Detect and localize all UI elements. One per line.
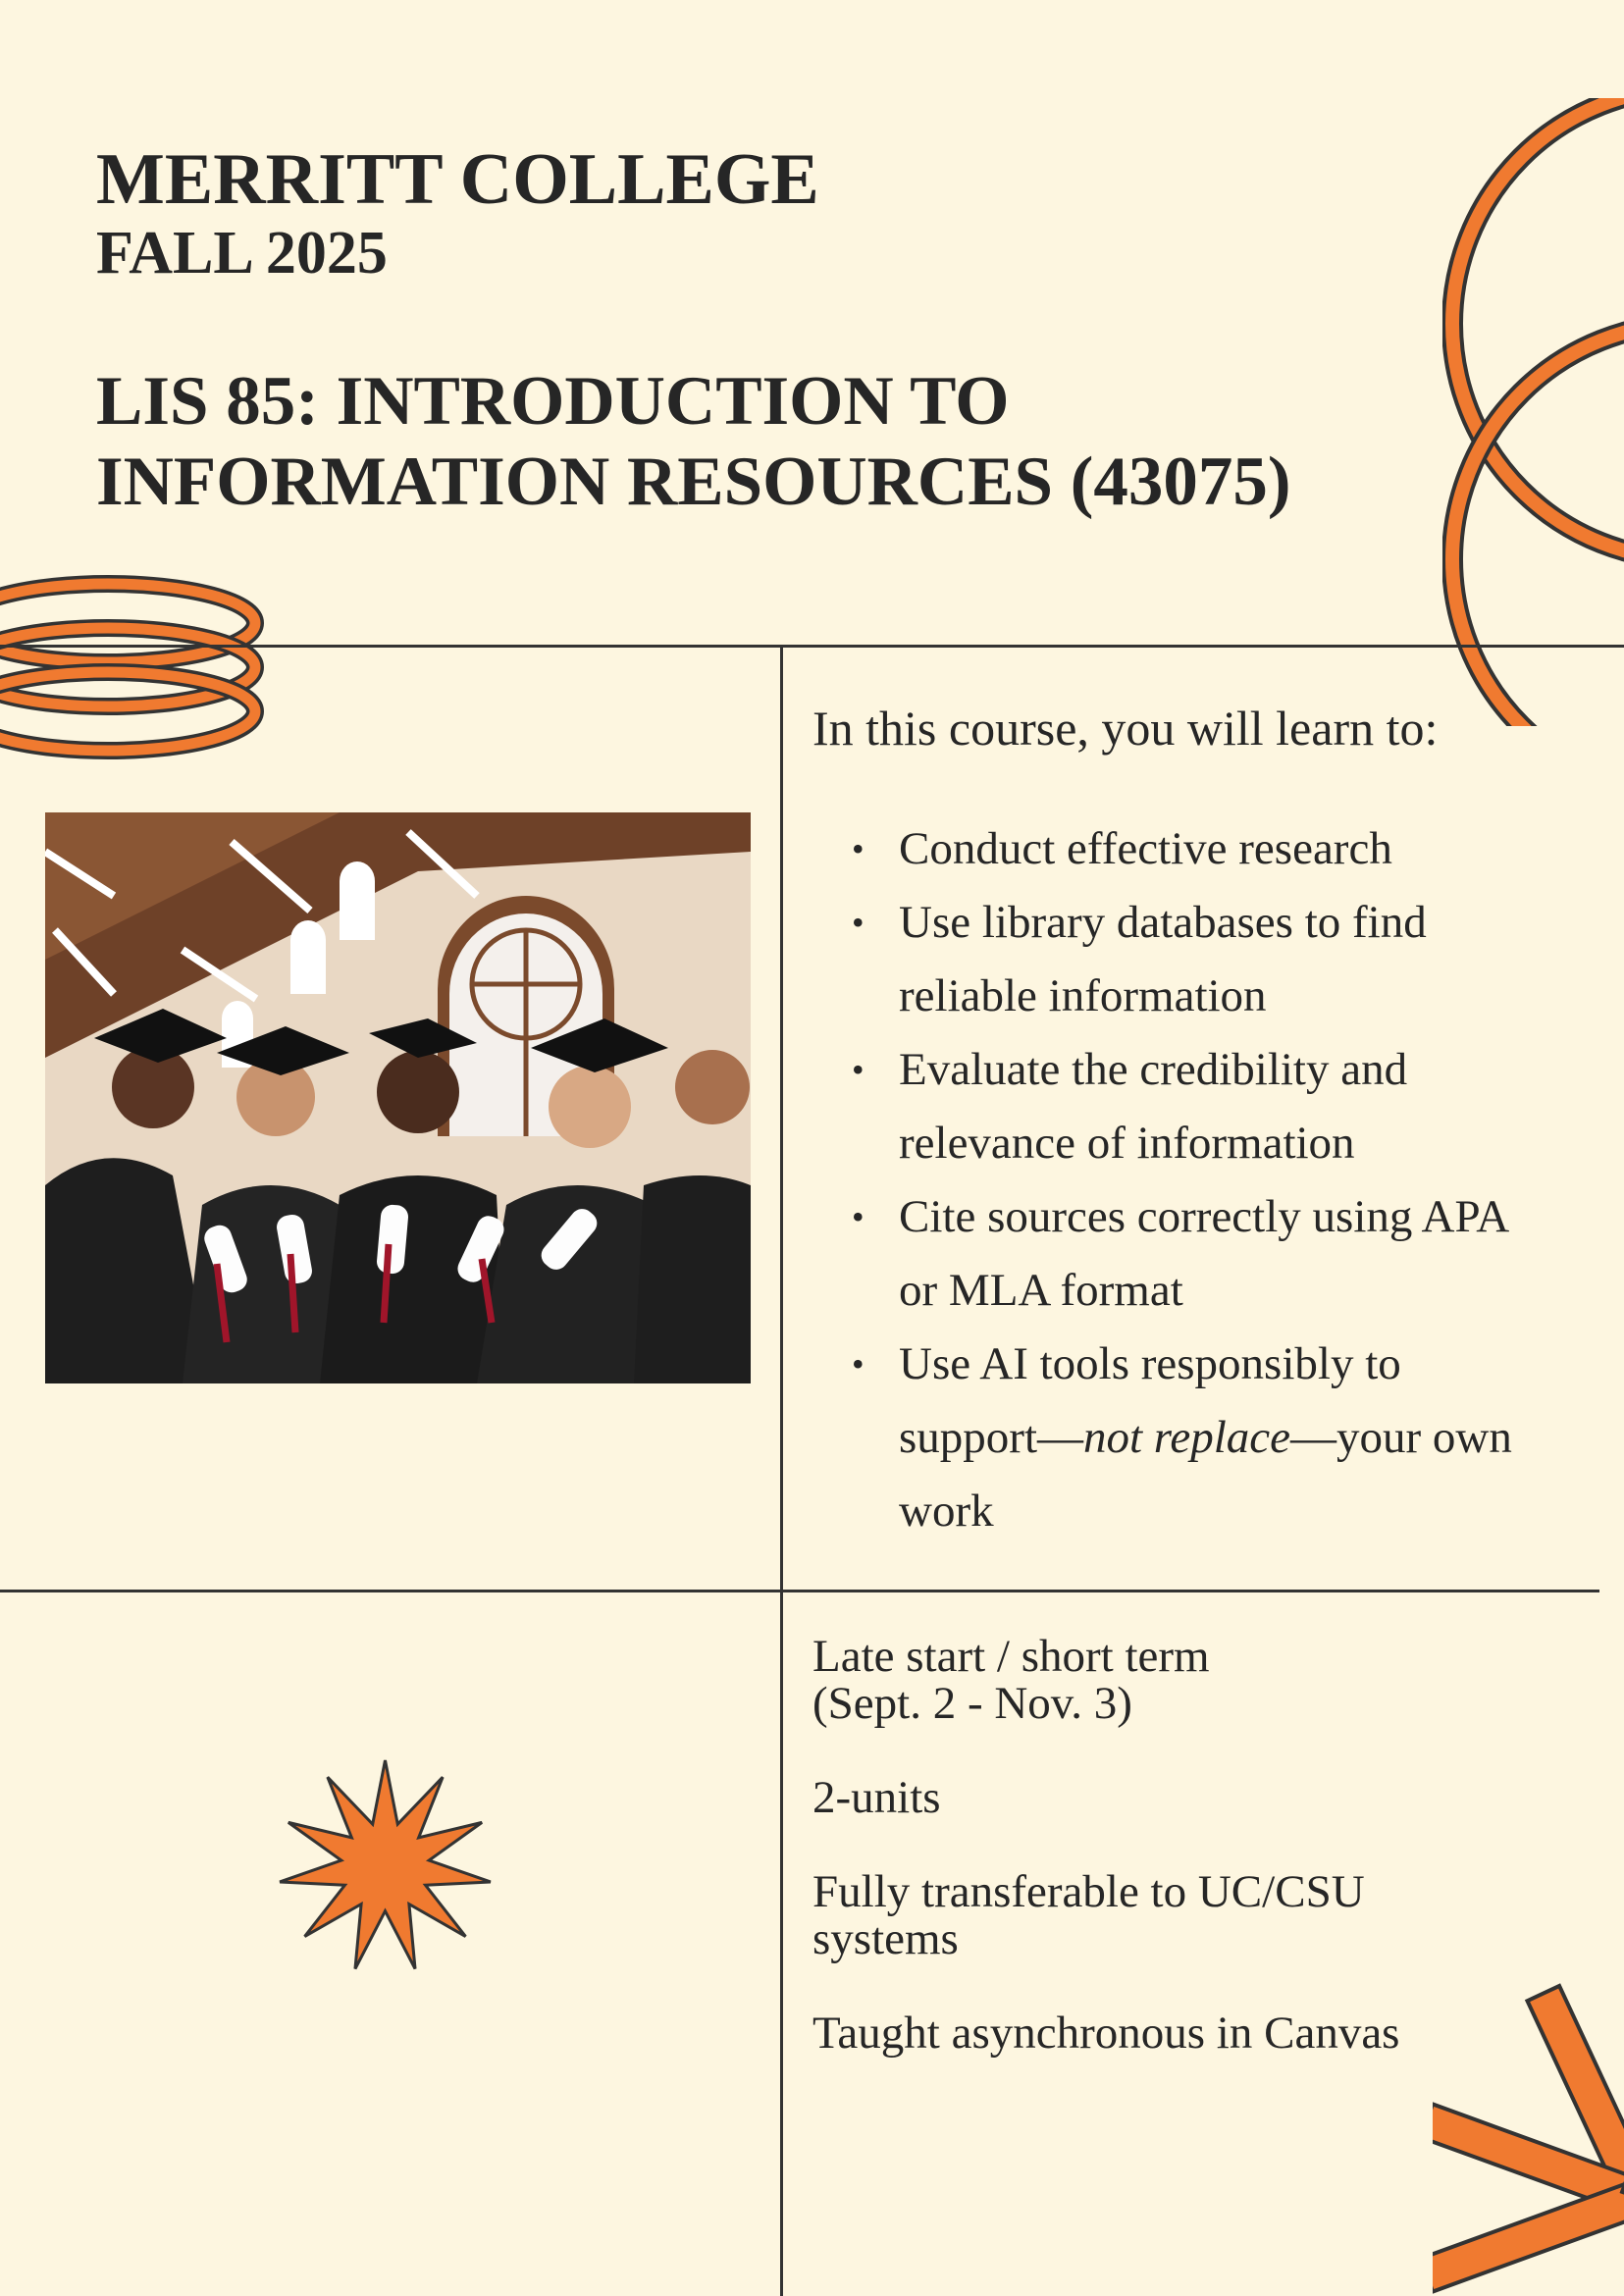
delivery-detail: Taught asynchronous in Canvas <box>812 2008 1400 2059</box>
list-item-ai <box>852 1328 1539 1548</box>
schedule-line-1: Late start / short term <box>812 1631 1210 1682</box>
list-item: • Conduct effective research <box>852 812 1539 886</box>
asterisk-decoration <box>1433 1962 1624 2296</box>
units-detail: 2-units <box>812 1772 941 1823</box>
list-item: • Cite sources correctly using APA or MLA format <box>852 1180 1539 1328</box>
top-divider <box>0 645 1624 648</box>
list-item: • Use library databases to find reliable information <box>852 886 1539 1033</box>
ai-item-before: Use AI tools responsibly to support— <box>899 1338 1401 1463</box>
column-divider <box>780 647 783 2296</box>
course-title: LIS 85: INTRODUCTION TO INFORMATION RESOURCES (43075) <box>96 363 1291 520</box>
ai-item-emphasis: not replace <box>1083 1412 1290 1463</box>
schedule-detail <box>812 1633 1558 1727</box>
middle-divider <box>0 1590 1599 1592</box>
transfer-line-2: systems <box>812 1913 959 1964</box>
schedule-line-2: (Sept. 2 - Nov. 3) <box>812 1678 1132 1729</box>
learn-heading: In this course, you will learn to: <box>812 701 1439 756</box>
transfer-line-1: Fully transferable to UC/CSU <box>812 1866 1365 1917</box>
term: FALL 2025 <box>96 220 388 287</box>
ai-item-after: —your own work <box>899 1412 1512 1537</box>
starburst-icon <box>275 1756 496 1977</box>
graduates-photo <box>45 812 751 1383</box>
learning-outcomes-list <box>852 812 1539 1548</box>
list-item: • Evaluate the credibility and relevance of information <box>852 1033 1539 1180</box>
college-name: MERRITT COLLEGE <box>96 139 819 220</box>
transfer-detail <box>812 1868 1558 1962</box>
coil-decoration <box>0 574 270 760</box>
